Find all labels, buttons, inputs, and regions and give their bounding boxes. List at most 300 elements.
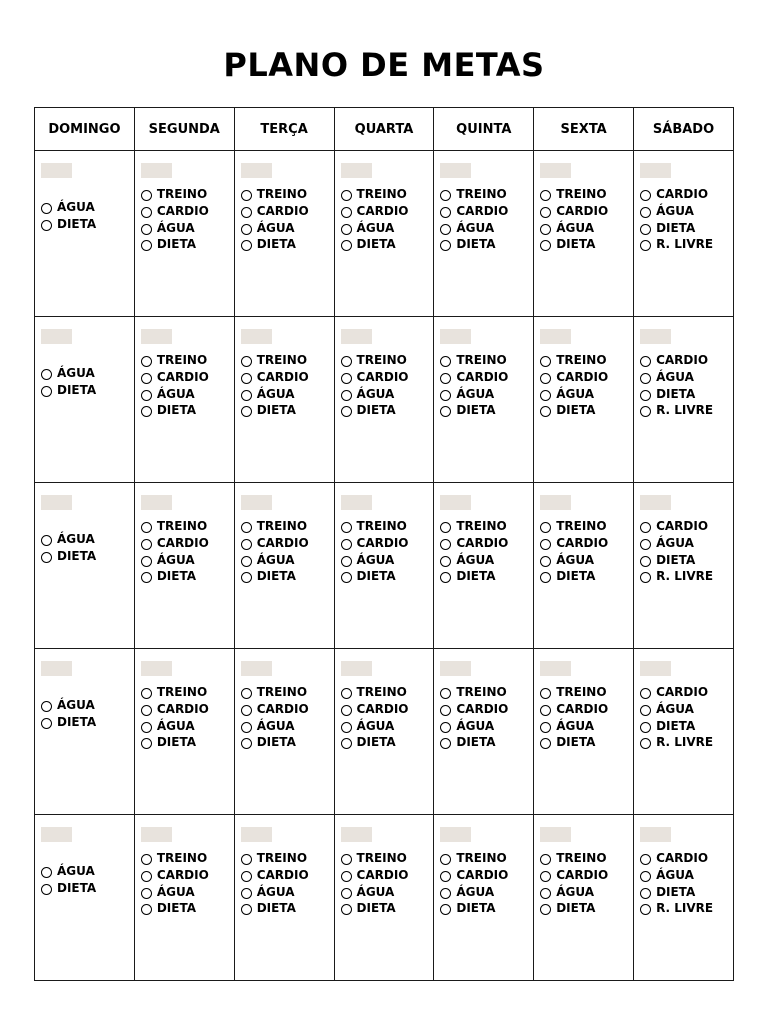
checkbox-circle-icon[interactable]: [640, 688, 651, 699]
goal-item: [141, 402, 209, 419]
date-field[interactable]: [640, 329, 671, 344]
goal-item: [341, 186, 409, 203]
goal-label: TREINO: [556, 851, 607, 866]
goal-item: [341, 684, 409, 701]
goal-item: [540, 219, 608, 236]
goal-item: [41, 548, 96, 565]
goal-list: [241, 684, 309, 751]
checkbox-circle-icon[interactable]: [440, 373, 451, 384]
checkbox-circle-icon[interactable]: [241, 904, 252, 915]
checkbox-circle-icon[interactable]: [440, 224, 451, 235]
checkbox-circle-icon[interactable]: [341, 572, 352, 583]
checkbox-circle-icon[interactable]: [341, 356, 352, 367]
checkbox-circle-icon[interactable]: [640, 556, 651, 567]
checkbox-circle-icon[interactable]: [341, 722, 352, 733]
checkbox-circle-icon[interactable]: [341, 738, 352, 749]
day-cell-thursday: [434, 483, 534, 649]
goal-item: [540, 684, 608, 701]
checkbox-circle-icon[interactable]: [440, 356, 451, 367]
goal-label: CARDIO: [156, 204, 209, 219]
checkbox-circle-icon[interactable]: [640, 888, 651, 899]
checkbox-circle-icon[interactable]: [41, 220, 52, 231]
date-field[interactable]: [540, 329, 571, 344]
checkbox-circle-icon[interactable]: [241, 207, 252, 218]
goal-label: ÁGUA: [656, 204, 694, 219]
checkbox-circle-icon[interactable]: [241, 356, 252, 367]
date-field[interactable]: [41, 163, 72, 178]
checkbox-circle-icon[interactable]: [141, 406, 152, 417]
week-row: [35, 151, 734, 317]
goal-item: [41, 697, 96, 714]
goal-label: ÁGUA: [156, 220, 195, 235]
checkbox-circle-icon[interactable]: [241, 705, 252, 716]
goal-label: R. LIVRE: [656, 403, 714, 418]
checkbox-circle-icon[interactable]: [640, 207, 651, 218]
goal-label: DIETA: [656, 552, 696, 567]
goal-label: DIETA: [256, 403, 296, 418]
goal-item: [440, 717, 508, 734]
goal-label: DIETA: [57, 383, 97, 398]
checkbox-circle-icon[interactable]: [440, 539, 451, 550]
goal-label: TREINO: [456, 187, 507, 202]
goal-list: [241, 352, 309, 419]
checkbox-circle-icon[interactable]: [341, 888, 352, 899]
checkbox-circle-icon[interactable]: [540, 688, 551, 699]
checkbox-circle-icon[interactable]: [540, 240, 551, 251]
goal-label: DIETA: [156, 569, 197, 584]
goal-item: [241, 883, 309, 900]
checkbox-circle-icon[interactable]: [241, 406, 252, 417]
checkbox-circle-icon[interactable]: [241, 854, 252, 865]
day-cell-saturday: [634, 151, 734, 317]
goal-label: DIETA: [556, 403, 596, 418]
goal-item: [540, 236, 608, 253]
checkbox-circle-icon[interactable]: [341, 854, 352, 865]
goal-item: [41, 216, 96, 233]
checkbox-circle-icon[interactable]: [440, 705, 451, 716]
checkbox-circle-icon[interactable]: [241, 240, 252, 251]
goal-label: ÁGUA: [556, 386, 595, 401]
goal-list: [640, 186, 713, 253]
goal-item: [440, 518, 508, 535]
day-header-sunday: DOMINGO: [35, 108, 135, 151]
date-field[interactable]: [41, 495, 72, 510]
checkbox-circle-icon[interactable]: [41, 535, 52, 546]
checkbox-circle-icon[interactable]: [141, 722, 152, 733]
goal-label: DIETA: [356, 735, 396, 750]
checkbox-circle-icon[interactable]: [341, 390, 352, 401]
goal-list: [540, 352, 608, 419]
goal-label: ÁGUA: [356, 220, 395, 235]
date-field[interactable]: [640, 661, 671, 676]
goal-item: [640, 867, 713, 884]
goal-label: ÁGUA: [356, 552, 395, 567]
checkbox-circle-icon[interactable]: [540, 572, 551, 583]
goal-list: [141, 352, 209, 419]
checkbox-circle-icon[interactable]: [540, 722, 551, 733]
goal-list: [440, 850, 508, 917]
checkbox-circle-icon[interactable]: [141, 854, 152, 865]
checkbox-circle-icon[interactable]: [41, 369, 52, 380]
checkbox-circle-icon[interactable]: [241, 871, 252, 882]
checkbox-circle-icon[interactable]: [440, 871, 451, 882]
goal-label: CARDIO: [556, 370, 609, 385]
date-field[interactable]: [41, 827, 72, 842]
goal-item: [640, 236, 713, 253]
checkbox-circle-icon[interactable]: [440, 190, 451, 201]
checkbox-circle-icon[interactable]: [141, 888, 152, 899]
checkbox-circle-icon[interactable]: [141, 539, 152, 550]
checkbox-circle-icon[interactable]: [440, 738, 451, 749]
checkbox-circle-icon[interactable]: [540, 738, 551, 749]
goal-item: [341, 203, 409, 220]
checkbox-circle-icon[interactable]: [241, 224, 252, 235]
goal-label: TREINO: [556, 353, 607, 368]
checkbox-circle-icon[interactable]: [440, 854, 451, 865]
checkbox-circle-icon[interactable]: [640, 190, 651, 201]
checkbox-circle-icon[interactable]: [241, 722, 252, 733]
goal-label: ÁGUA: [256, 884, 295, 899]
date-field[interactable]: [640, 827, 671, 842]
checkbox-circle-icon[interactable]: [41, 203, 52, 214]
goal-label: TREINO: [456, 519, 507, 534]
checkbox-circle-icon[interactable]: [141, 207, 152, 218]
goal-label: DIETA: [456, 735, 496, 750]
checkbox-circle-icon[interactable]: [41, 718, 52, 729]
checkbox-circle-icon[interactable]: [341, 207, 352, 218]
checkbox-circle-icon[interactable]: [640, 522, 651, 533]
day-header-tuesday: TERÇA: [234, 108, 334, 151]
checkbox-circle-icon[interactable]: [41, 884, 52, 895]
checkbox-circle-icon[interactable]: [540, 871, 551, 882]
goal-label: ÁGUA: [57, 366, 95, 381]
checkbox-circle-icon[interactable]: [241, 190, 252, 201]
checkbox-circle-icon[interactable]: [540, 356, 551, 367]
goal-item: [440, 568, 508, 585]
checkbox-circle-icon[interactable]: [540, 888, 551, 899]
goal-item: [540, 535, 608, 552]
date-field[interactable]: [440, 495, 471, 510]
date-field[interactable]: [241, 495, 272, 510]
checkbox-circle-icon[interactable]: [440, 240, 451, 251]
checkbox-circle-icon[interactable]: [341, 406, 352, 417]
goal-label: TREINO: [356, 851, 407, 866]
goal-item: [440, 535, 508, 552]
day-cell-tuesday: [234, 317, 334, 483]
goal-list: [241, 850, 309, 917]
goal-label: ÁGUA: [256, 718, 295, 733]
checkbox-circle-icon[interactable]: [341, 373, 352, 384]
goal-label: ÁGUA: [57, 532, 95, 547]
day-header-friday: SEXTA: [534, 108, 634, 151]
date-field[interactable]: [640, 495, 671, 510]
checkbox-circle-icon[interactable]: [540, 854, 551, 865]
goal-item: [540, 352, 608, 369]
checkbox-circle-icon[interactable]: [141, 738, 152, 749]
goal-item: [241, 684, 309, 701]
goal-item: [341, 236, 409, 253]
checkbox-circle-icon[interactable]: [440, 888, 451, 899]
day-cell-sunday: [35, 317, 135, 483]
checkbox-circle-icon[interactable]: [341, 871, 352, 882]
checkbox-circle-icon[interactable]: [640, 373, 651, 384]
goal-item: [241, 236, 309, 253]
day-cell-monday: [134, 151, 234, 317]
goal-label: DIETA: [156, 237, 197, 252]
goal-item: [41, 199, 96, 216]
goal-list: [341, 850, 409, 917]
goal-item: [640, 352, 713, 369]
goal-item: [341, 900, 409, 917]
checkbox-circle-icon[interactable]: [141, 390, 152, 401]
date-field[interactable]: [41, 661, 72, 676]
date-field[interactable]: [41, 329, 72, 344]
checkbox-circle-icon[interactable]: [241, 738, 252, 749]
checkbox-circle-icon[interactable]: [241, 390, 252, 401]
checkbox-circle-icon[interactable]: [540, 406, 551, 417]
checkbox-circle-icon[interactable]: [540, 904, 551, 915]
checkbox-circle-icon[interactable]: [640, 224, 651, 235]
checkbox-circle-icon[interactable]: [141, 572, 152, 583]
checkbox-circle-icon[interactable]: [540, 373, 551, 384]
checkbox-circle-icon[interactable]: [341, 904, 352, 915]
goal-label: CARDIO: [356, 204, 409, 219]
goal-label: CARDIO: [556, 204, 609, 219]
checkbox-circle-icon[interactable]: [241, 688, 252, 699]
checkbox-circle-icon[interactable]: [540, 539, 551, 550]
checkbox-circle-icon[interactable]: [41, 867, 52, 878]
goal-label: R. LIVRE: [656, 569, 714, 584]
day-cell-wednesday: [334, 317, 434, 483]
date-field[interactable]: [141, 827, 172, 842]
checkbox-circle-icon[interactable]: [440, 904, 451, 915]
date-field[interactable]: [241, 329, 272, 344]
date-field[interactable]: [141, 163, 172, 178]
goal-item: [640, 734, 713, 751]
checkbox-circle-icon[interactable]: [640, 705, 651, 716]
date-field[interactable]: [141, 661, 172, 676]
checkbox-circle-icon[interactable]: [341, 240, 352, 251]
goal-item: [341, 219, 409, 236]
day-cell-thursday: [434, 815, 534, 981]
checkbox-circle-icon[interactable]: [640, 356, 651, 367]
goal-label: CARDIO: [256, 370, 309, 385]
goal-label: CARDIO: [456, 702, 509, 717]
date-field[interactable]: [341, 329, 372, 344]
checkbox-circle-icon[interactable]: [141, 373, 152, 384]
goal-item: [640, 535, 713, 552]
checkbox-circle-icon[interactable]: [640, 871, 651, 882]
checkbox-circle-icon[interactable]: [341, 224, 352, 235]
goal-item: [141, 867, 209, 884]
goal-item: [141, 701, 209, 718]
goal-item: [241, 717, 309, 734]
goal-item: [540, 402, 608, 419]
date-field[interactable]: [241, 661, 272, 676]
checkbox-circle-icon[interactable]: [141, 688, 152, 699]
checkbox-circle-icon[interactable]: [41, 701, 52, 712]
date-field[interactable]: [540, 827, 571, 842]
checkbox-circle-icon[interactable]: [241, 373, 252, 384]
goal-item: [141, 883, 209, 900]
day-cell-tuesday: [234, 649, 334, 815]
date-field[interactable]: [440, 827, 471, 842]
checkbox-circle-icon[interactable]: [341, 688, 352, 699]
goal-item: [540, 518, 608, 535]
day-cell-tuesday: [234, 483, 334, 649]
checkbox-circle-icon[interactable]: [540, 556, 551, 567]
checkbox-circle-icon[interactable]: [540, 522, 551, 533]
goal-item: [341, 518, 409, 535]
day-cell-thursday: [434, 649, 534, 815]
goal-list: [540, 186, 608, 253]
goal-label: TREINO: [156, 353, 208, 368]
goal-item: [141, 352, 209, 369]
checkbox-circle-icon[interactable]: [640, 722, 651, 733]
goal-item: [41, 382, 96, 399]
date-field[interactable]: [540, 163, 571, 178]
checkbox-circle-icon[interactable]: [640, 904, 651, 915]
week-row: [35, 483, 734, 649]
checkbox-circle-icon[interactable]: [341, 705, 352, 716]
checkbox-circle-icon[interactable]: [241, 888, 252, 899]
checkbox-circle-icon[interactable]: [141, 240, 152, 251]
checkbox-circle-icon[interactable]: [540, 207, 551, 218]
goal-item: [540, 850, 608, 867]
date-field[interactable]: [241, 827, 272, 842]
goal-item: [640, 219, 713, 236]
day-cell-thursday: [434, 317, 534, 483]
checkbox-circle-icon[interactable]: [440, 207, 451, 218]
checkbox-circle-icon[interactable]: [440, 572, 451, 583]
checkbox-circle-icon[interactable]: [41, 386, 52, 397]
checkbox-circle-icon[interactable]: [141, 522, 152, 533]
checkbox-circle-icon[interactable]: [341, 539, 352, 550]
checkbox-circle-icon[interactable]: [440, 556, 451, 567]
checkbox-circle-icon[interactable]: [141, 705, 152, 716]
goal-item: [141, 900, 209, 917]
checkbox-circle-icon[interactable]: [540, 224, 551, 235]
checkbox-circle-icon[interactable]: [440, 390, 451, 401]
checkbox-circle-icon[interactable]: [640, 390, 651, 401]
date-field[interactable]: [341, 827, 372, 842]
date-field[interactable]: [141, 495, 172, 510]
goal-item: [540, 883, 608, 900]
goal-label: DIETA: [57, 549, 97, 564]
checkbox-circle-icon[interactable]: [540, 190, 551, 201]
date-field[interactable]: [341, 661, 372, 676]
checkbox-circle-icon[interactable]: [141, 356, 152, 367]
goal-label: TREINO: [156, 851, 208, 866]
checkbox-circle-icon[interactable]: [640, 738, 651, 749]
checkbox-circle-icon[interactable]: [341, 522, 352, 533]
goal-item: [241, 385, 309, 402]
goal-item: [41, 863, 96, 880]
day-cell-saturday: [634, 483, 734, 649]
goal-item: [640, 369, 713, 386]
goal-label: CARDIO: [256, 702, 309, 717]
checkbox-circle-icon[interactable]: [341, 556, 352, 567]
checkbox-circle-icon[interactable]: [640, 240, 651, 251]
checkbox-circle-icon[interactable]: [141, 871, 152, 882]
date-field[interactable]: [540, 661, 571, 676]
goal-item: [141, 219, 209, 236]
checkbox-circle-icon[interactable]: [640, 572, 651, 583]
goal-label: ÁGUA: [156, 386, 195, 401]
goal-item: [141, 734, 209, 751]
date-field[interactable]: [440, 329, 471, 344]
goal-label: ÁGUA: [656, 370, 694, 385]
goal-label: CARDIO: [456, 868, 509, 883]
goal-item: [440, 850, 508, 867]
goal-item: [241, 203, 309, 220]
date-field[interactable]: [141, 329, 172, 344]
goal-label: ÁGUA: [556, 552, 595, 567]
goal-item: [341, 701, 409, 718]
day-cell-friday: [534, 317, 634, 483]
goal-label: CARDIO: [456, 204, 509, 219]
checkbox-circle-icon[interactable]: [440, 522, 451, 533]
checkbox-circle-icon[interactable]: [41, 552, 52, 563]
checkbox-circle-icon[interactable]: [141, 224, 152, 235]
goal-list: [640, 850, 713, 917]
goal-item: [41, 880, 96, 897]
checkbox-circle-icon[interactable]: [141, 556, 152, 567]
checkbox-circle-icon[interactable]: [241, 522, 252, 533]
goal-label: DIETA: [556, 735, 596, 750]
checkbox-circle-icon[interactable]: [241, 572, 252, 583]
checkbox-circle-icon[interactable]: [440, 722, 451, 733]
date-field[interactable]: [241, 163, 272, 178]
date-field[interactable]: [440, 661, 471, 676]
date-field[interactable]: [341, 495, 372, 510]
checkbox-circle-icon[interactable]: [640, 854, 651, 865]
checkbox-circle-icon[interactable]: [341, 190, 352, 201]
goal-label: ÁGUA: [356, 386, 395, 401]
checkbox-circle-icon[interactable]: [440, 406, 451, 417]
goal-label: ÁGUA: [556, 718, 595, 733]
date-field[interactable]: [440, 163, 471, 178]
checkbox-circle-icon[interactable]: [241, 556, 252, 567]
date-field[interactable]: [640, 163, 671, 178]
goal-item: [141, 236, 209, 253]
goal-item: [241, 402, 309, 419]
checkbox-circle-icon[interactable]: [540, 390, 551, 401]
goal-list: [141, 518, 209, 585]
checkbox-circle-icon[interactable]: [640, 539, 651, 550]
checkbox-circle-icon[interactable]: [640, 406, 651, 417]
goal-label: CARDIO: [156, 868, 209, 883]
checkbox-circle-icon[interactable]: [141, 904, 152, 915]
goal-item: [640, 551, 713, 568]
goal-label: TREINO: [256, 851, 308, 866]
goal-label: ÁGUA: [256, 552, 295, 567]
checkbox-circle-icon[interactable]: [241, 539, 252, 550]
goal-label: DIETA: [156, 901, 197, 916]
checkbox-circle-icon[interactable]: [141, 190, 152, 201]
date-field[interactable]: [341, 163, 372, 178]
date-field[interactable]: [540, 495, 571, 510]
goal-label: DIETA: [656, 220, 696, 235]
goal-item: [241, 734, 309, 751]
goal-label: ÁGUA: [556, 884, 595, 899]
checkbox-circle-icon[interactable]: [440, 688, 451, 699]
goal-item: [341, 883, 409, 900]
checkbox-circle-icon[interactable]: [540, 705, 551, 716]
goal-item: [141, 385, 209, 402]
goal-item: [241, 518, 309, 535]
goal-label: CARDIO: [356, 868, 409, 883]
